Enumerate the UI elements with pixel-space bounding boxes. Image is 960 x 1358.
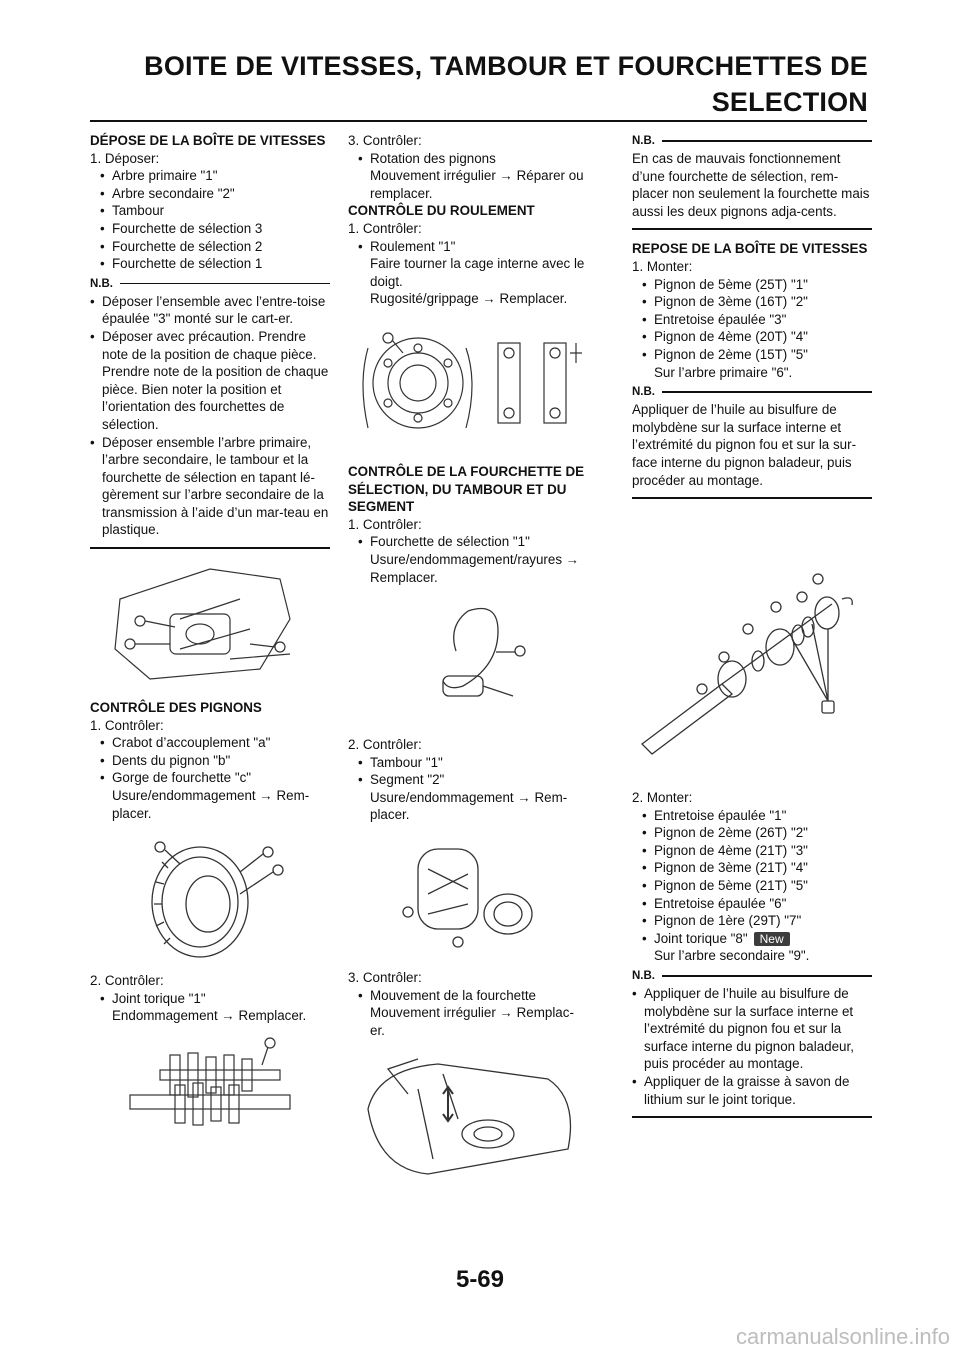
list-item: • Pignon de 2ème (15T) "5" [632,346,872,364]
list-item: • Fourchette de sélection 1 [90,255,330,273]
section-heading: REPOSE DE LA BOÎTE DE VITESSES [632,241,868,257]
drum-segment-figure [348,834,588,959]
step-label: 2. Contrôler: [90,973,164,989]
column-left [90,132,330,1155]
list-item: • Pignon de 4ème (21T) "3" [632,842,872,860]
list-item [632,930,872,948]
primary-shaft-exploded-figure [632,509,868,779]
result-text: Mouvement irrégulier → Réparer ou remplacer. [370,168,584,201]
result-text: Rugosité/grippage → Remplacer. [370,291,568,307]
list-item: • Dents du pignon "b" [90,752,330,770]
note-rule [662,391,872,393]
watermark: carmanualsonline.info [735,1324,950,1349]
note-box [632,970,872,1118]
note-item: • Déposer avec précaution. Prendre note de la position de chaque pièce. Prendre note de la position de chaque pièce. Bien noter la position et l’orientation des fourchettes de sélection. [90,328,330,434]
note-box [632,386,872,499]
note-text: En cas de mauvais fonctionnement d’une fourchette de sélection, rem-placer non seulement la fourchette mais aussi les deux pignons adja-cents. [632,151,870,219]
list-item: • Pignon de 5ème (21T) "5" [632,877,872,895]
note-item: • Déposer l’ensemble avec l’entre-toise épaulée "3" monté sur le cart-er. [90,293,330,328]
step-label: 2. Monter: [632,790,693,806]
new-badge: New [754,932,790,946]
note-text: Appliquer de l’huile au bisulfure de molybdène sur la surface interne et l’extrémité du pignon fou et sur la sur-face interne du pignon baladeur, puis procéder au montage. [632,402,857,488]
section-heading: CONTRÔLE DE LA FOURCHETTE DE SÉLECTION, DU TAMBOUR ET DU SEGMENT [348,463,585,515]
list-item: • Entretoise épaulée "1" [632,807,872,825]
title-rule [90,120,867,122]
list-item: • Pignon de 5ème (25T) "1" [632,276,872,294]
column-middle [348,132,588,1194]
bearing-figure [348,318,588,453]
result-text: Usure/endommagement → Rem-placer. [370,789,568,823]
step-label: 3. Contrôler: [348,970,422,986]
section-heading: CONTRÔLE DU ROULEMENT [348,203,535,219]
list-item: • Segment "2" [348,771,588,789]
step-label: 3. Contrôler: [348,133,422,148]
note-label: N.B. [632,384,661,402]
list-item: • Entretoise épaulée "6" [632,895,872,913]
shafts-figure [90,1035,310,1145]
list-item: • Pignon de 3ème (16T) "2" [632,293,872,311]
note-item: • Déposer ensemble l’arbre primaire, l’arbre secondaire, le tambour et la fourchette de sélection en tapant lé-gèrement sur l’arbre secondaire de la transmission à l’aide d’un mar-teau en plastique. [90,434,330,540]
note-rule [662,975,872,977]
result-text: Mouvement irrégulier → Remplac-er. [370,1005,574,1038]
list-item: • Entretoise épaulée "3" [632,311,872,329]
note-label: N.B. [90,276,119,294]
step-label: 1. Contrôler: [90,717,164,733]
list-item: • Roulement "1" [348,238,588,256]
note-item: • Appliquer de l’huile au bisulfure de molybdène sur la surface interne et l’extrémité du pignon fou et sur la surface interne du pignon baladeur, puis procéder au montage. [632,985,872,1073]
step-label: 2. Contrôler: [348,737,422,753]
list-item: • Pignon de 4ème (20T) "4" [632,328,872,346]
list-item: • Tambour [90,202,330,220]
list-item: • Fourchette de sélection "1" [348,533,588,551]
list-item: • Arbre primaire "1" [90,167,330,185]
list-item: • Pignon de 1ère (29T) "7" [632,912,872,930]
note-rule [662,140,872,142]
section-heading: DÉPOSE DE LA BOÎTE DE VITESSES [90,133,326,148]
result-text: Faire tourner la cage interne avec le doigt. [370,256,585,289]
page-title-line1: BOITE DE VITESSES, TAMBOUR ET FOURCHETTES DE [144,51,868,81]
column-right [632,135,872,1118]
step-label: 1. Contrôler: [348,220,422,236]
list-item: • Pignon de 2ème (26T) "2" [632,824,872,842]
page-number: 5-69 [455,1266,505,1293]
result-text: Usure/endommagement → Rem-placer. [112,788,310,821]
list-item: • Fourchette de sélection 3 [90,220,330,238]
note-box [632,135,872,230]
list-item: • Arbre secondaire "2" [90,185,330,203]
result-text: Endommagement → Remplacer. [112,1008,307,1024]
result-text: Sur l’arbre secondaire "9". [654,948,810,964]
list-item: • Rotation des pignons [348,150,588,168]
step-label: 1. Déposer: [90,150,160,166]
section-heading: CONTRÔLE DES PIGNONS [90,700,262,716]
list-item: • Gorge de fourchette "c" [90,769,330,787]
note-box [90,277,330,549]
fork-movement-figure [348,1049,588,1184]
shift-fork-figure [348,596,588,726]
step-label: 1. Monter: [632,258,693,274]
list-item: • Mouvement de la fourchette [348,987,588,1005]
page-title-line2: SELECTION [711,87,868,117]
list-item: • Joint torique "1" [90,990,330,1008]
list-item-text: Joint torique "8" [654,930,748,946]
step-label: 1. Contrôler: [348,516,422,532]
list-item: • Fourchette de sélection 2 [90,238,330,256]
gear-figure [90,832,310,962]
list-item: • Tambour "1" [348,754,588,772]
note-item: • Appliquer de la graisse à savon de lithium sur le joint torique. [632,1073,872,1108]
result-text: Sur l’arbre primaire "6". [654,364,793,380]
note-label: N.B. [632,968,661,986]
note-rule [120,283,330,285]
list-item: • Crabot d’accouplement "a" [90,734,330,752]
result-text: Usure/endommagement/rayures → Remplacer. [370,551,580,585]
note-label: N.B. [632,133,661,151]
list-item: • Pignon de 3ème (21T) "4" [632,859,872,877]
transmission-assembly-figure [90,559,310,689]
